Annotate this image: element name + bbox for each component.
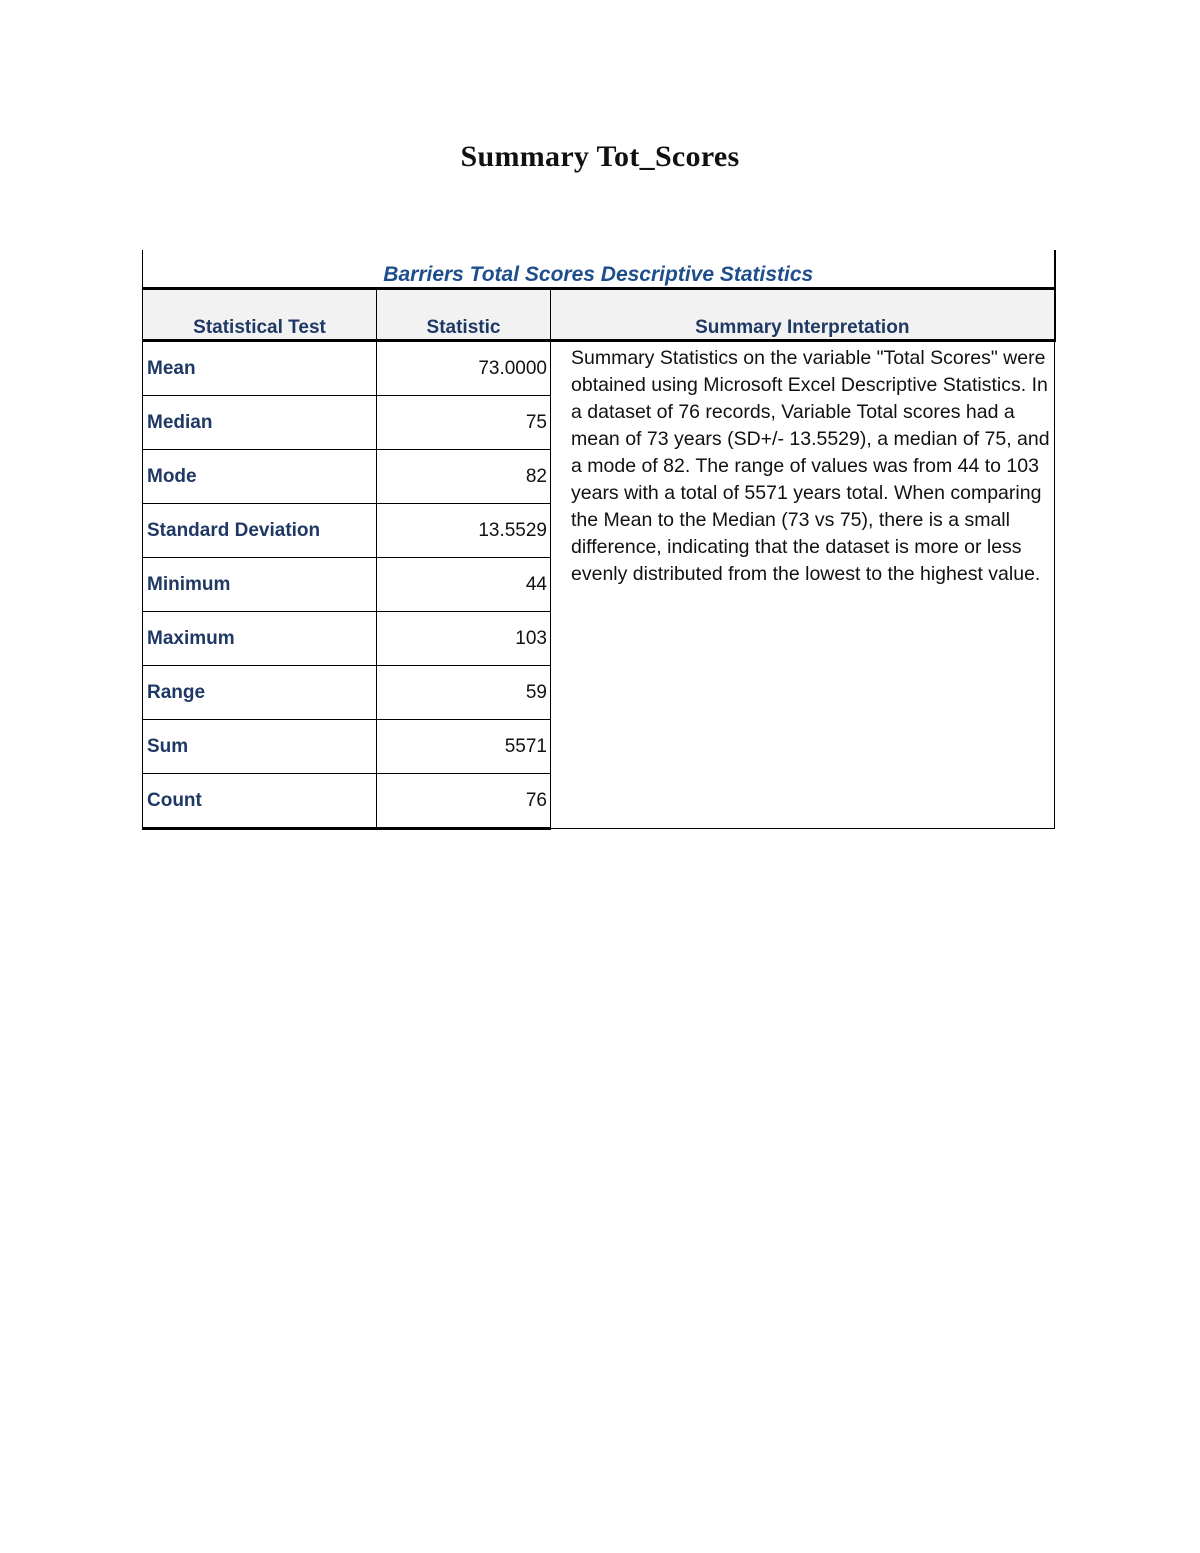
- table-caption: Barriers Total Scores Descriptive Statistics: [143, 250, 1055, 289]
- row-value-count: 76: [377, 774, 551, 829]
- row-value-range: 59: [377, 666, 551, 720]
- header-statistic: Statistic: [377, 289, 551, 341]
- table-row: [143, 341, 1055, 396]
- page-title: Summary Tot_Scores: [460, 140, 740, 173]
- row-label-minimum: Minimum: [143, 558, 377, 612]
- row-label-standard-deviation: Standard Deviation: [143, 504, 377, 558]
- row-label-mean: Mean: [143, 341, 377, 396]
- row-value-median: 75: [377, 396, 551, 450]
- row-value-maximum: 103: [377, 612, 551, 666]
- row-label-count: Count: [143, 774, 377, 829]
- row-label-range: Range: [143, 666, 377, 720]
- header-row: [143, 289, 1055, 341]
- caption-row: [143, 250, 1055, 289]
- row-value-mode: 82: [377, 450, 551, 504]
- row-value-standard-deviation: 13.5529: [377, 504, 551, 558]
- row-label-median: Median: [143, 396, 377, 450]
- row-label-sum: Sum: [143, 720, 377, 774]
- row-value-minimum: 44: [377, 558, 551, 612]
- row-value-mean: 73.0000: [377, 341, 551, 396]
- summary-interpretation-text: Summary Statistics on the variable "Total Scores" were obtained using Microsoft Excel Descriptive Statistics. In a dataset of 76 records, Variable Total scores had a mean of 73 years (SD+/- 13.5529), a median of 75, and a mode of 82. The range of values was from 44 to 103 years with a total of 5571 years total. When comparing the Mean to the Median (73 vs 75), there is a small difference, indicating that the dataset is more or less evenly distributed from the lowest to the highest value.: [551, 341, 1055, 829]
- row-label-maximum: Maximum: [143, 612, 377, 666]
- row-label-mode: Mode: [143, 450, 377, 504]
- row-value-sum: 5571: [377, 720, 551, 774]
- header-summary-interpretation: Summary Interpretation: [551, 289, 1055, 341]
- header-statistical-test: Statistical Test: [143, 289, 377, 341]
- descriptive-statistics-table: [142, 250, 1056, 830]
